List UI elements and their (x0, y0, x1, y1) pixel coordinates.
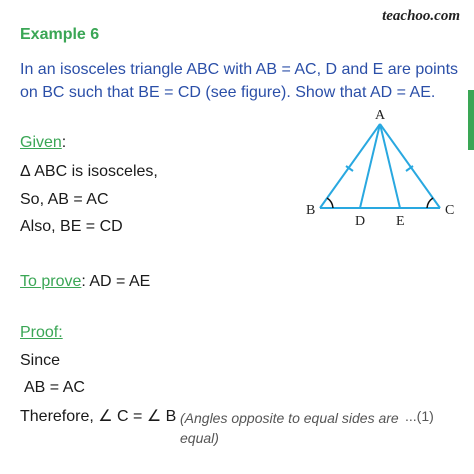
equation-reference: ...(1) (405, 408, 434, 424)
problem-statement: In an isosceles triangle ABC with AB = AC, D and E are points on BC such that BE = CD (see figure). Show that AD = AE. (20, 61, 459, 101)
given-label: Given (20, 134, 62, 151)
example-title: Example 6 (20, 26, 100, 43)
triangle-figure (300, 104, 470, 234)
angle-arc-b (327, 198, 333, 208)
given-line-2: So, AB = AC (20, 191, 109, 208)
vertex-label-a: A (375, 108, 386, 123)
given-heading (20, 134, 66, 152)
to-prove-text: : AD = AE (81, 273, 151, 290)
vertex-label-c: C (445, 203, 455, 218)
angle-arc-c (427, 198, 433, 208)
proof-label: Proof: (20, 324, 63, 341)
point-label-d: D (355, 214, 366, 229)
proof-reason-note: (Angles opposite to equal sides are equal) (180, 410, 399, 446)
brand-logo: teachoo.com (382, 8, 460, 24)
vertex-label-b: B (306, 203, 316, 218)
point-label-e: E (396, 214, 405, 229)
given-colon: : (61, 134, 67, 151)
proof-therefore: Therefore, ∠ C = ∠ B (20, 408, 177, 425)
proof-heading (20, 324, 63, 342)
proof-since: Since (20, 352, 61, 369)
given-line-3: Also, BE = CD (20, 218, 123, 235)
to-prove-line (20, 273, 150, 291)
right-edge-bar (468, 0, 474, 474)
given-line-1: Δ ABC is isosceles, (20, 163, 158, 180)
proof-ab-ac: AB = AC (24, 379, 85, 396)
to-prove-label: To prove (20, 273, 82, 290)
